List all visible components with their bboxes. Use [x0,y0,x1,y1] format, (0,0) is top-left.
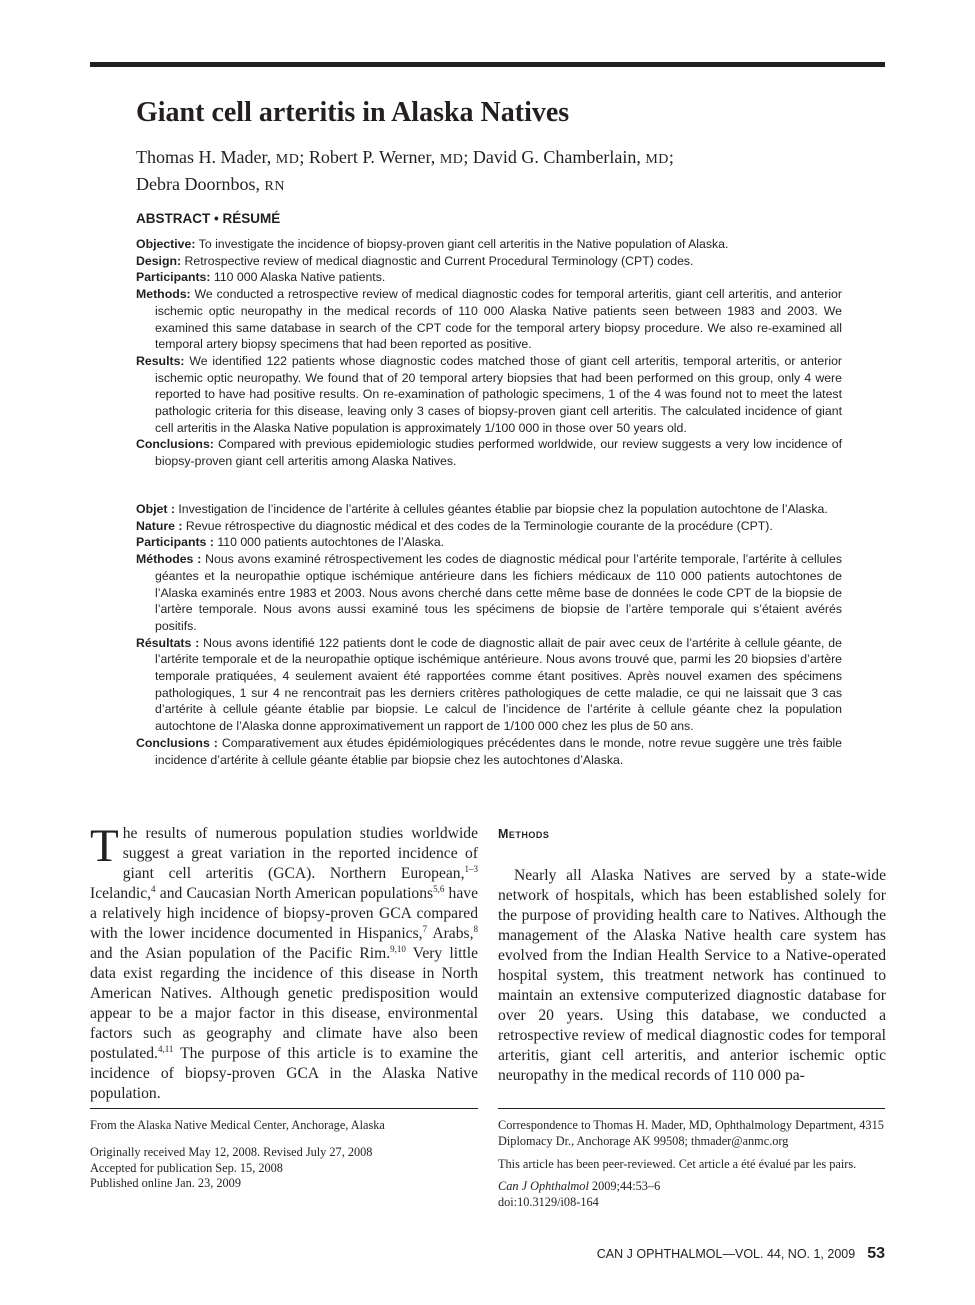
body-column-right [498,824,886,1086]
intro-text: and Caucasian North American populations [155,885,434,902]
journal-name: Can J Ophthalmol [498,1179,589,1194]
intro-text: and the Asian population of the Pacific Rim. [90,945,391,962]
reference-citation[interactable]: 7 [422,923,428,934]
resume-methodes [136,551,842,635]
section-text: We identified 122 patients whose diagnostic codes matched those of giant cell arteritis, temporal arteritis, or anterior ischemic optic neuropathy. We found that of 20 temporal artery biopsies that had been performed on this group, only 4 were reported to have had positive results. On re-examination of pathologic specimens, 1 of the 4 was found not to meet the latest pathologic criteria for this disease, leaving only 3 cases of biopsy-proven giant cell arteritis. The calculated incidence of giant cell arteritis in the Alaska Native population is approximately 1/100 000 in those over 50 years old. [155,353,842,435]
section-text: 110 000 patients autochtones de l’Alaska. [217,535,445,550]
article-title: Giant cell arteritis in Alaska Natives [136,97,570,128]
page-number: 53 [867,1245,885,1262]
section-label: Résultats : [136,635,200,650]
section-label: Methods: [136,287,191,302]
section-label: Participants : [136,535,214,550]
running-footer [597,1245,885,1263]
resume-participants [136,534,842,551]
author-name: Robert P. Werner, [308,147,436,167]
top-rule [90,62,885,67]
author-name: Thomas H. Mader, [136,147,272,167]
reference-citation[interactable]: 9,10 [390,943,406,954]
section-label: Objet : [136,502,175,516]
section-text: Nous avons identifié 122 patients dont le code de diagnostic allait de pair avec ceux de l’artérite à cellule géante, de l’artérite temporale et de la neuropathie optique ischémique antérieure. Nous avons trouvé que, parmi les 20 biopsies d’artère temporale pratiquées, 4 seulement avaient été rapportées comme étant positives. Après nouvel examen des spécimens pathologiques, 1 sur 4 ne rencontrait pas les derniers critères pathologiques de cette maladie, ce qui ne laissait que 3 cas d’artérite à cellule géante établie par biopsie. Le calcul de l’incidence de l’artérite à cellule géante chez la population autochtone de l’Alaska donne approximativement un rapport de 1/100 000 chez les plus de 50 ans. [155,635,842,734]
abstract-english [136,236,842,470]
author-degree: MD [439,152,464,167]
intro-text: Very little data exist regarding the incidence of this disease in North American Natives. Although genetic predisposition would appear to be a major factor in this disease, environmental factors such as geography and climate have also been postulated. [90,945,478,1062]
section-text: Retrospective review of medical diagnostic and Current Procedural Terminology (CPT) codes. [184,253,694,268]
resume-objet [136,501,842,518]
abstract-heading: ABSTRACT • RÉSUMÉ [136,211,281,226]
section-text: Nous avons examiné rétrospectivement les codes de diagnostic médical pour l’artérite temporale, l’artérite à cellules géantes et la neuropathie optique ischémique antérieure dans les fichiers médicaux de 110 000 patients autochtones de l’Alaska examinés entre 1983 et 2003. Nous avons cherché dans cette même base de données le code CPT de la biopsie de l’artère temporale. Nous avons aussi examiné tous les spécimens de biopsie de l’artère temporale qui s’étaient avérés positifs. [155,552,843,633]
citation [498,1179,886,1195]
abstract-conclusions [136,436,842,469]
footnote-rule-right [498,1108,885,1109]
published-date: Published online Jan. 23, 2009 [90,1176,241,1191]
affiliation: From the Alaska Native Medical Center, Anchorage, Alaska [90,1118,385,1132]
section-text: Compared with previous epidemiologic studies performed worldwide, our review suggests a very low incidence of biopsy-proven giant cell arteritis among Alaska Natives. [155,437,843,469]
section-label: Conclusions : [136,735,218,750]
section-label: Participants: [136,270,211,285]
resume-nature [136,518,842,535]
reference-citation[interactable]: 8 [473,923,478,934]
intro-text: have a relatively high incidence of biopsy-proven GCA compared with the lower incidence documented in Hispanics, [90,885,478,942]
resume-resultats [136,635,842,735]
section-label: Nature : [136,518,183,533]
footnotes-left [90,1118,478,1192]
resume-conclusions [136,735,842,768]
intro-text: Icelandic, [90,885,152,902]
author-name: David G. Chamberlain, [472,147,641,167]
section-text: To investigate the incidence of biopsy-proven giant cell arteritis in the Native population of Alaska. [198,237,729,251]
section-text: Revue rétrospective du diagnostic médical et des codes de la Terminologie courante de la procédure (CPT). [185,518,773,533]
section-label: Results: [136,353,185,368]
author-degree: RN [264,179,285,194]
intro-text: The purpose of this article is to examine the incidence of biopsy-proven GCA in the Alaska Native population. [90,1045,478,1102]
abstract-results [136,353,842,437]
correspondence [498,1118,886,1150]
reference-citation[interactable]: 5,6 [433,883,445,894]
author-name: Debra Doornbos, [136,174,260,194]
methods-paragraph: Nearly all Alaska Natives are served by a state-wide network of hospitals, which has been established solely for the purpose of providing health care to Natives. Although the management of the Alaska Native health care system has evolved from the Indian Health Service to a Native-operated hospital system, this treatment network has continued to maintain an extensive computerized diagnostic database for over 20 years. Using this database, we conducted a retrospective review of medical diagnostic codes for temporal arteritis, giant cell arteritis, and anterior ischemic optic neuropathy in the medical records of 110 000 pa- [498,867,886,1084]
doi-link[interactable]: doi:10.3129/i08-164 [498,1195,599,1210]
accepted-date: Accepted for publication Sep. 15, 2008 [90,1160,283,1175]
footnotes-right [498,1118,886,1211]
correspondence-text: Correspondence to Thomas H. Mader, MD, Ophthalmology Department, 4315 Diplomacy Dr., Anchorage AK 99508; thmader@anmc.org [498,1118,884,1148]
citation-details: 2009;44:53–6 [588,1179,661,1194]
abstract-methods [136,286,842,353]
author-list: Thomas H. Mader, MD; Robert P. Werner, MD; David G. Chamberlain, MD; Debra Doornbos, RN [136,147,674,194]
section-label: Design: [136,253,182,268]
abstract-objective [136,236,842,253]
intro-text: he results of numerous population studies worldwide suggest a great variation in the reported incidence of giant cell arteritis (GCA). Northern European, [122,825,478,882]
section-label: Conclusions: [136,437,214,452]
intro-text: Arabs, [427,925,474,942]
author-degree: MD [275,152,300,167]
abstract-design [136,253,842,270]
section-text: We conducted a retrospective review of medical diagnostic codes for temporal arteritis, giant cell arteritis, and anterior ischemic optic neuropathy in the medical records of 110 000 Alaska Native patients seen between 1983 and 2003. We examined this same database in search of the CPT code for the temporal artery biopsy procedure. We also re-examined all temporal artery biopsy specimens that had been reported as positive. [155,287,842,352]
peer-review-note: This article has been peer-reviewed. Cet article a été évalué par les pairs. [498,1156,857,1171]
abstract-french [136,501,842,768]
received-date: Originally received May 12, 2008. Revised July 27, 2008 [90,1144,373,1159]
drop-cap: T [90,820,119,872]
intro-paragraph [90,820,478,1104]
methods-heading: Methods [498,827,550,841]
author-degree: MD [645,152,669,167]
section-label: Méthodes : [136,552,202,567]
section-text: 110 000 Alaska Native patients. [213,270,386,285]
reference-citation[interactable]: 1–3 [464,863,478,874]
body-column-left [90,820,478,1104]
abstract-participants [136,269,842,286]
reference-citation[interactable]: 4 [151,883,156,894]
footnote-rule-left [90,1108,478,1109]
section-text: Investigation de l’incidence de l’artérite à cellules géantes établie par biopsie chez la population autochtone de l’Alaska. [178,502,828,516]
journal-volume-info: CAN J OPHTHALMOL—VOL. 44, NO. 1, 2009 [596,1247,856,1261]
section-label: Objective: [136,237,196,251]
section-text: Comparativement aux études épidémiologiques précédentes dans le monde, notre revue suggère une très faible incidence d’artérite à cellule géante établie par biopsie chez les autochtones d’Alaska. [155,735,842,767]
reference-citation[interactable]: 4,11 [158,1043,174,1054]
